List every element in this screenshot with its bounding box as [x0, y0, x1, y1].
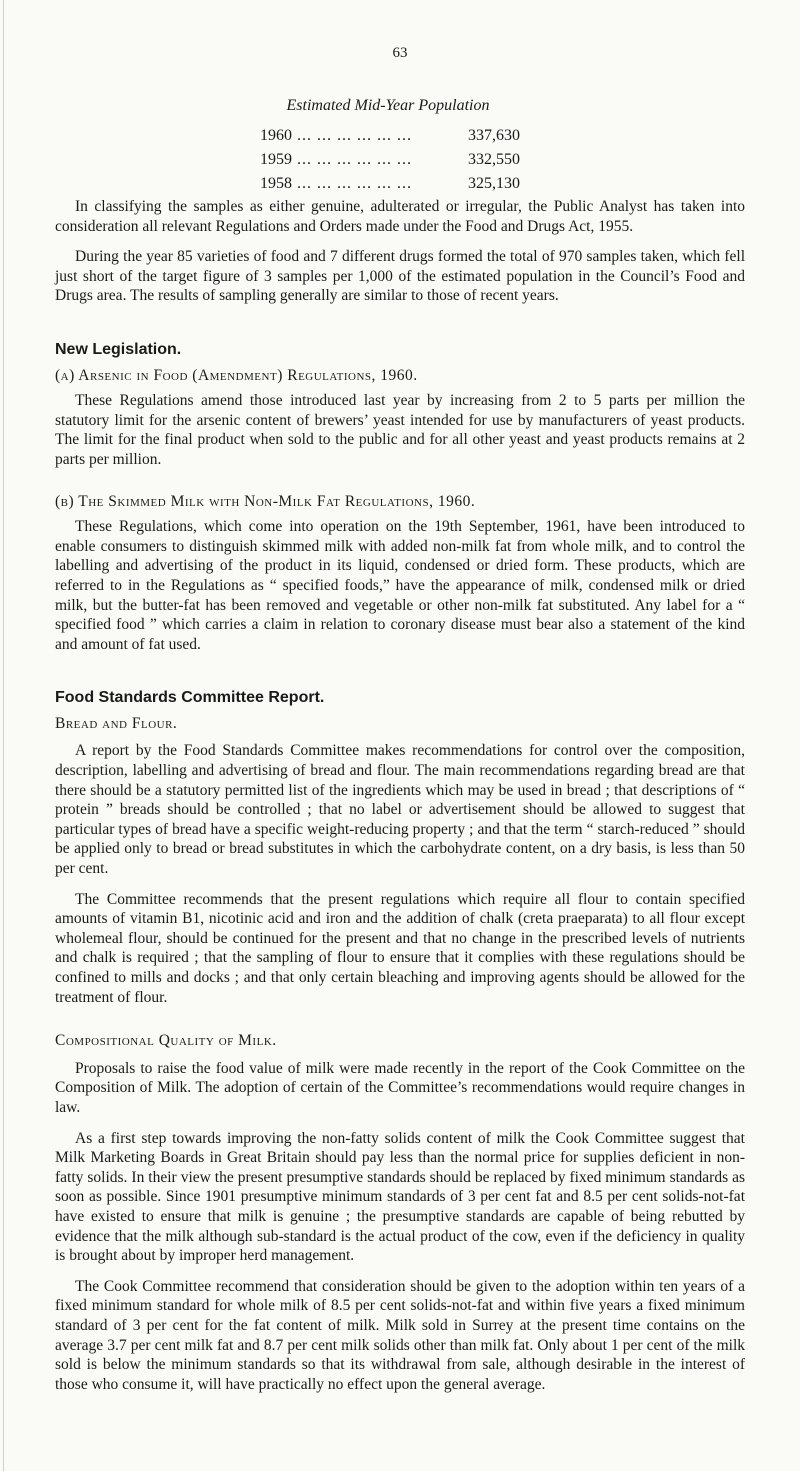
- bread-paragraph: A report by the Food Standards Committee makes recommendations for control over the composition, description, labelling and advertising of bread and flour. The main recommendations regarding bread are that there should be a statutory permitted list of the ingredients which may be used in bread ; that descriptions of “ protein ” breads should be controlled ; that no label or advertisement should be allowed to suggest that particular types of bread have a specific weight-reducing property ; and that the term “ starch-reduced ” should be applied only to bread or bread substitutes in which the carbohydrate content, on a dry basis, is less than 50 per cent.: [55, 742, 745, 878]
- flour-paragraph: The Committee recommends that the present regulations which require all flour to contain specified amounts of vitamin B1, nicotinic acid and iron and the addition of chalk (creta praeparata) to all flour except wholemeal flour, should be continued for the present and that no change in the prescribed levels of nutrients and chalk is required ; that the sampling of flour to ensure that it complies with these regulations should be confined to mills and docks ; and that only certain bleaching and improving agents should be allowed for the treatment of flour.: [55, 890, 745, 1006]
- intro-paragraph: In classifying the samples as either genuine, adulterated or irregular, the Public Analyst has taken into consideration all relevant Regulations and Orders made under the Food and Drugs Act, 1955.: [55, 198, 745, 235]
- population-value: 325,130: [468, 175, 520, 192]
- population-table-title: Estimated Mid-Year Population: [286, 97, 490, 114]
- subheading-skimmed-milk-regulations: (b) The Skimmed Milk with Non-Milk Fat Regulations, 1960.: [55, 492, 476, 510]
- scan-edge-line: [3, 0, 4, 1471]
- section-heading-food-standards: Food Standards Committee Report.: [55, 689, 325, 707]
- arsenic-paragraph: These Regulations amend those introduced last year by increasing from 2 to 5 parts per million the statutory limit for the arsenic content of brewers’ yeast intended for use by manufacturers of yeast products. The limit for the final product when sold to the public and for all other yeast and yeast products remains at 2 parts per million.: [55, 392, 745, 468]
- subheading-milk-quality: Compositional Quality of Milk.: [55, 1032, 277, 1050]
- population-row: [260, 124, 520, 148]
- section-heading-new-legislation: New Legislation.: [55, 340, 182, 358]
- population-row: [260, 148, 520, 172]
- population-year: 1960 ... .: [260, 124, 412, 148]
- subheading-bread-and-flour: Bread and Flour.: [55, 714, 178, 732]
- population-table: [260, 124, 520, 196]
- population-year: 1959 ... .: [260, 148, 412, 172]
- population-year: 1958 ... .: [260, 172, 412, 196]
- milk-paragraph: The Cook Committee recommend that consideration should be given to the adoption within ten years of a fixed minimum standard for whole milk of 8.5 per cent solids-not-fat and within five years a fixed minimum standard of 3 per cent for the fat content of milk. Milk sold in Surrey at the present time contains on the average 3.7 per cent milk fat and 8.7 per cent milk solids other than milk fat. Only about 1 per cent of the milk sold is below the minimum standards so that its withdrawal from sale, although desirable in the interest of those who consume it, will have practically no effect upon the general average.: [55, 1277, 745, 1393]
- intro-paragraph: During the year 85 varieties of food and 7 different drugs formed the total of 970 samples taken, which fell just short of the target figure of 3 samples per 1,000 of the estimated population in the Council’s Food and Drugs area. The results of sampling generally are similar to those of recent years.: [55, 248, 745, 305]
- population-row: [260, 172, 520, 196]
- page-number: 63: [392, 45, 408, 61]
- subheading-arsenic-regulations: (a) Arsenic in Food (Amendment) Regulations, 1960.: [55, 366, 418, 384]
- skimmed-milk-paragraph: These Regulations, which come into operation on the 19th September, 1961, have been introduced to enable consumers to distinguish skimmed milk with added non-milk fat from whole milk, and to control the labelling and advertising of the product in its liquid, condensed or dried form. These products, which are referred to in the Regulations as “ specified foods,” have the appearance of milk, condensed milk or dried milk, but the butter-fat has been removed and vegetable or other non-milk fat substituted. Any label for a “ specified food ” which carries a claim in relation to coronary disease must bear also a statement of the kind and amount of fat used.: [55, 518, 745, 653]
- population-value: 332,550: [468, 151, 520, 168]
- population-value: 337,630: [468, 127, 520, 144]
- body-content: [55, 197, 745, 1394]
- milk-paragraph: Proposals to raise the food value of milk were made recently in the report of the Cook Committee on the Composition of Milk. The adoption of certain of the Committee’s recommendations would require changes in law.: [55, 1059, 745, 1116]
- milk-paragraph: As a first step towards improving the non-fatty solids content of milk the Cook Committee suggest that Milk Marketing Boards in Great Britain should pay less than the normal price for supplies deficient in non-fatty solids. In their view the present presumptive standards should be replaced by fixed minimum standards as soon as possible. Since 1901 presumptive minimum standards of 3 per cent fat and 8.5 per cent solids-not-fat have existed to ensure that milk is genuine ; the presumptive standards are capable of being rebutted by evidence that the milk although sub-standard is the actual product of the cow, even if the deficiency in quality is brought about by improper herd management.: [55, 1129, 745, 1265]
